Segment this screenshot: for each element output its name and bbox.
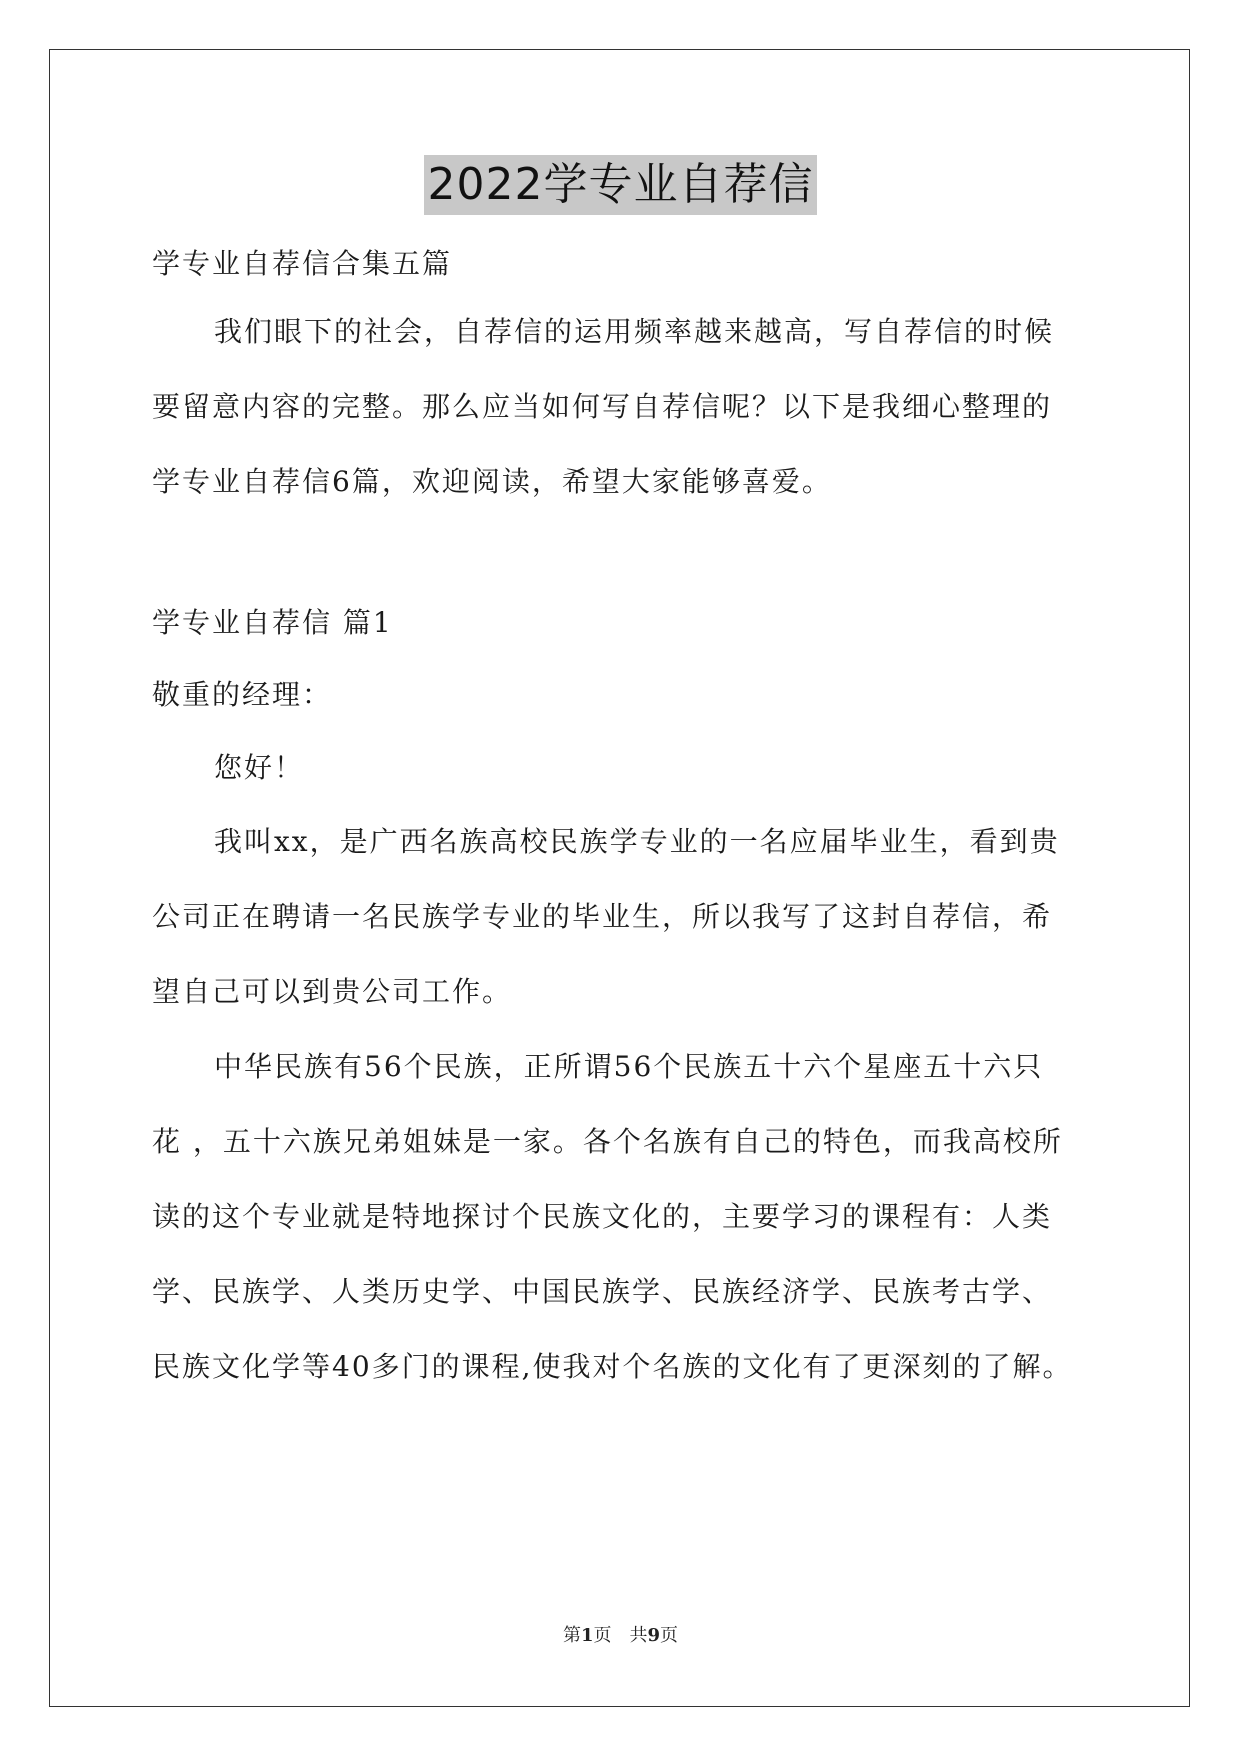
salutation: 敬重的经理： bbox=[152, 678, 333, 711]
body-line-8: 民族文化学等40多门的课程,使我对个名族的文化有了更深刻的了解。 bbox=[152, 1350, 1073, 1383]
intro-line-1: 我们眼下的社会，自荐信的运用频率越来越高，写自荐信的时候 bbox=[214, 315, 1055, 348]
page-border bbox=[49, 49, 1190, 1707]
footer-total-pages: 9 bbox=[647, 1625, 661, 1646]
title-container bbox=[0, 155, 1241, 215]
footer-suffix: 页 bbox=[660, 1625, 679, 1646]
greeting: 您好！ bbox=[214, 751, 305, 784]
body-line-3: 望自己可以到贵公司工作。 bbox=[152, 975, 513, 1008]
intro-line-2: 要留意内容的完整。那么应当如何写自荐信呢？以下是我细心整理的 bbox=[152, 390, 1053, 423]
document-title: 2022学专业自荐信 bbox=[424, 155, 818, 215]
body-line-1: 我叫xx，是广西名族高校民族学专业的一名应届毕业生，看到贵 bbox=[214, 825, 1060, 858]
page-footer bbox=[0, 1624, 1241, 1648]
body-line-2: 公司正在聘请一名民族学专业的毕业生，所以我写了这封自荐信，希 bbox=[152, 900, 1053, 933]
body-line-7: 学、民族学、人类历史学、中国民族学、民族经济学、民族考古学、 bbox=[152, 1275, 1053, 1308]
footer-prefix: 第 bbox=[562, 1625, 581, 1646]
body-line-6: 读的这个专业就是特地探讨个民族文化的，主要学习的课程有：人类 bbox=[152, 1200, 1053, 1233]
body-line-5: 花 ，五十六族兄弟姐妹是一家。各个名族有自己的特色，而我高校所 bbox=[152, 1125, 1063, 1158]
footer-mid: 页 共 bbox=[593, 1625, 648, 1646]
section-heading: 学专业自荐信 篇1 bbox=[152, 606, 393, 639]
footer-current-page: 1 bbox=[580, 1625, 594, 1646]
body-line-4: 中华民族有56个民族，正所谓56个民族五十六个星座五十六只 bbox=[214, 1050, 1044, 1083]
subtitle-line: 学专业自荐信合集五篇 bbox=[152, 247, 453, 280]
intro-line-3: 学专业自荐信6篇，欢迎阅读，希望大家能够喜爱。 bbox=[152, 465, 832, 498]
